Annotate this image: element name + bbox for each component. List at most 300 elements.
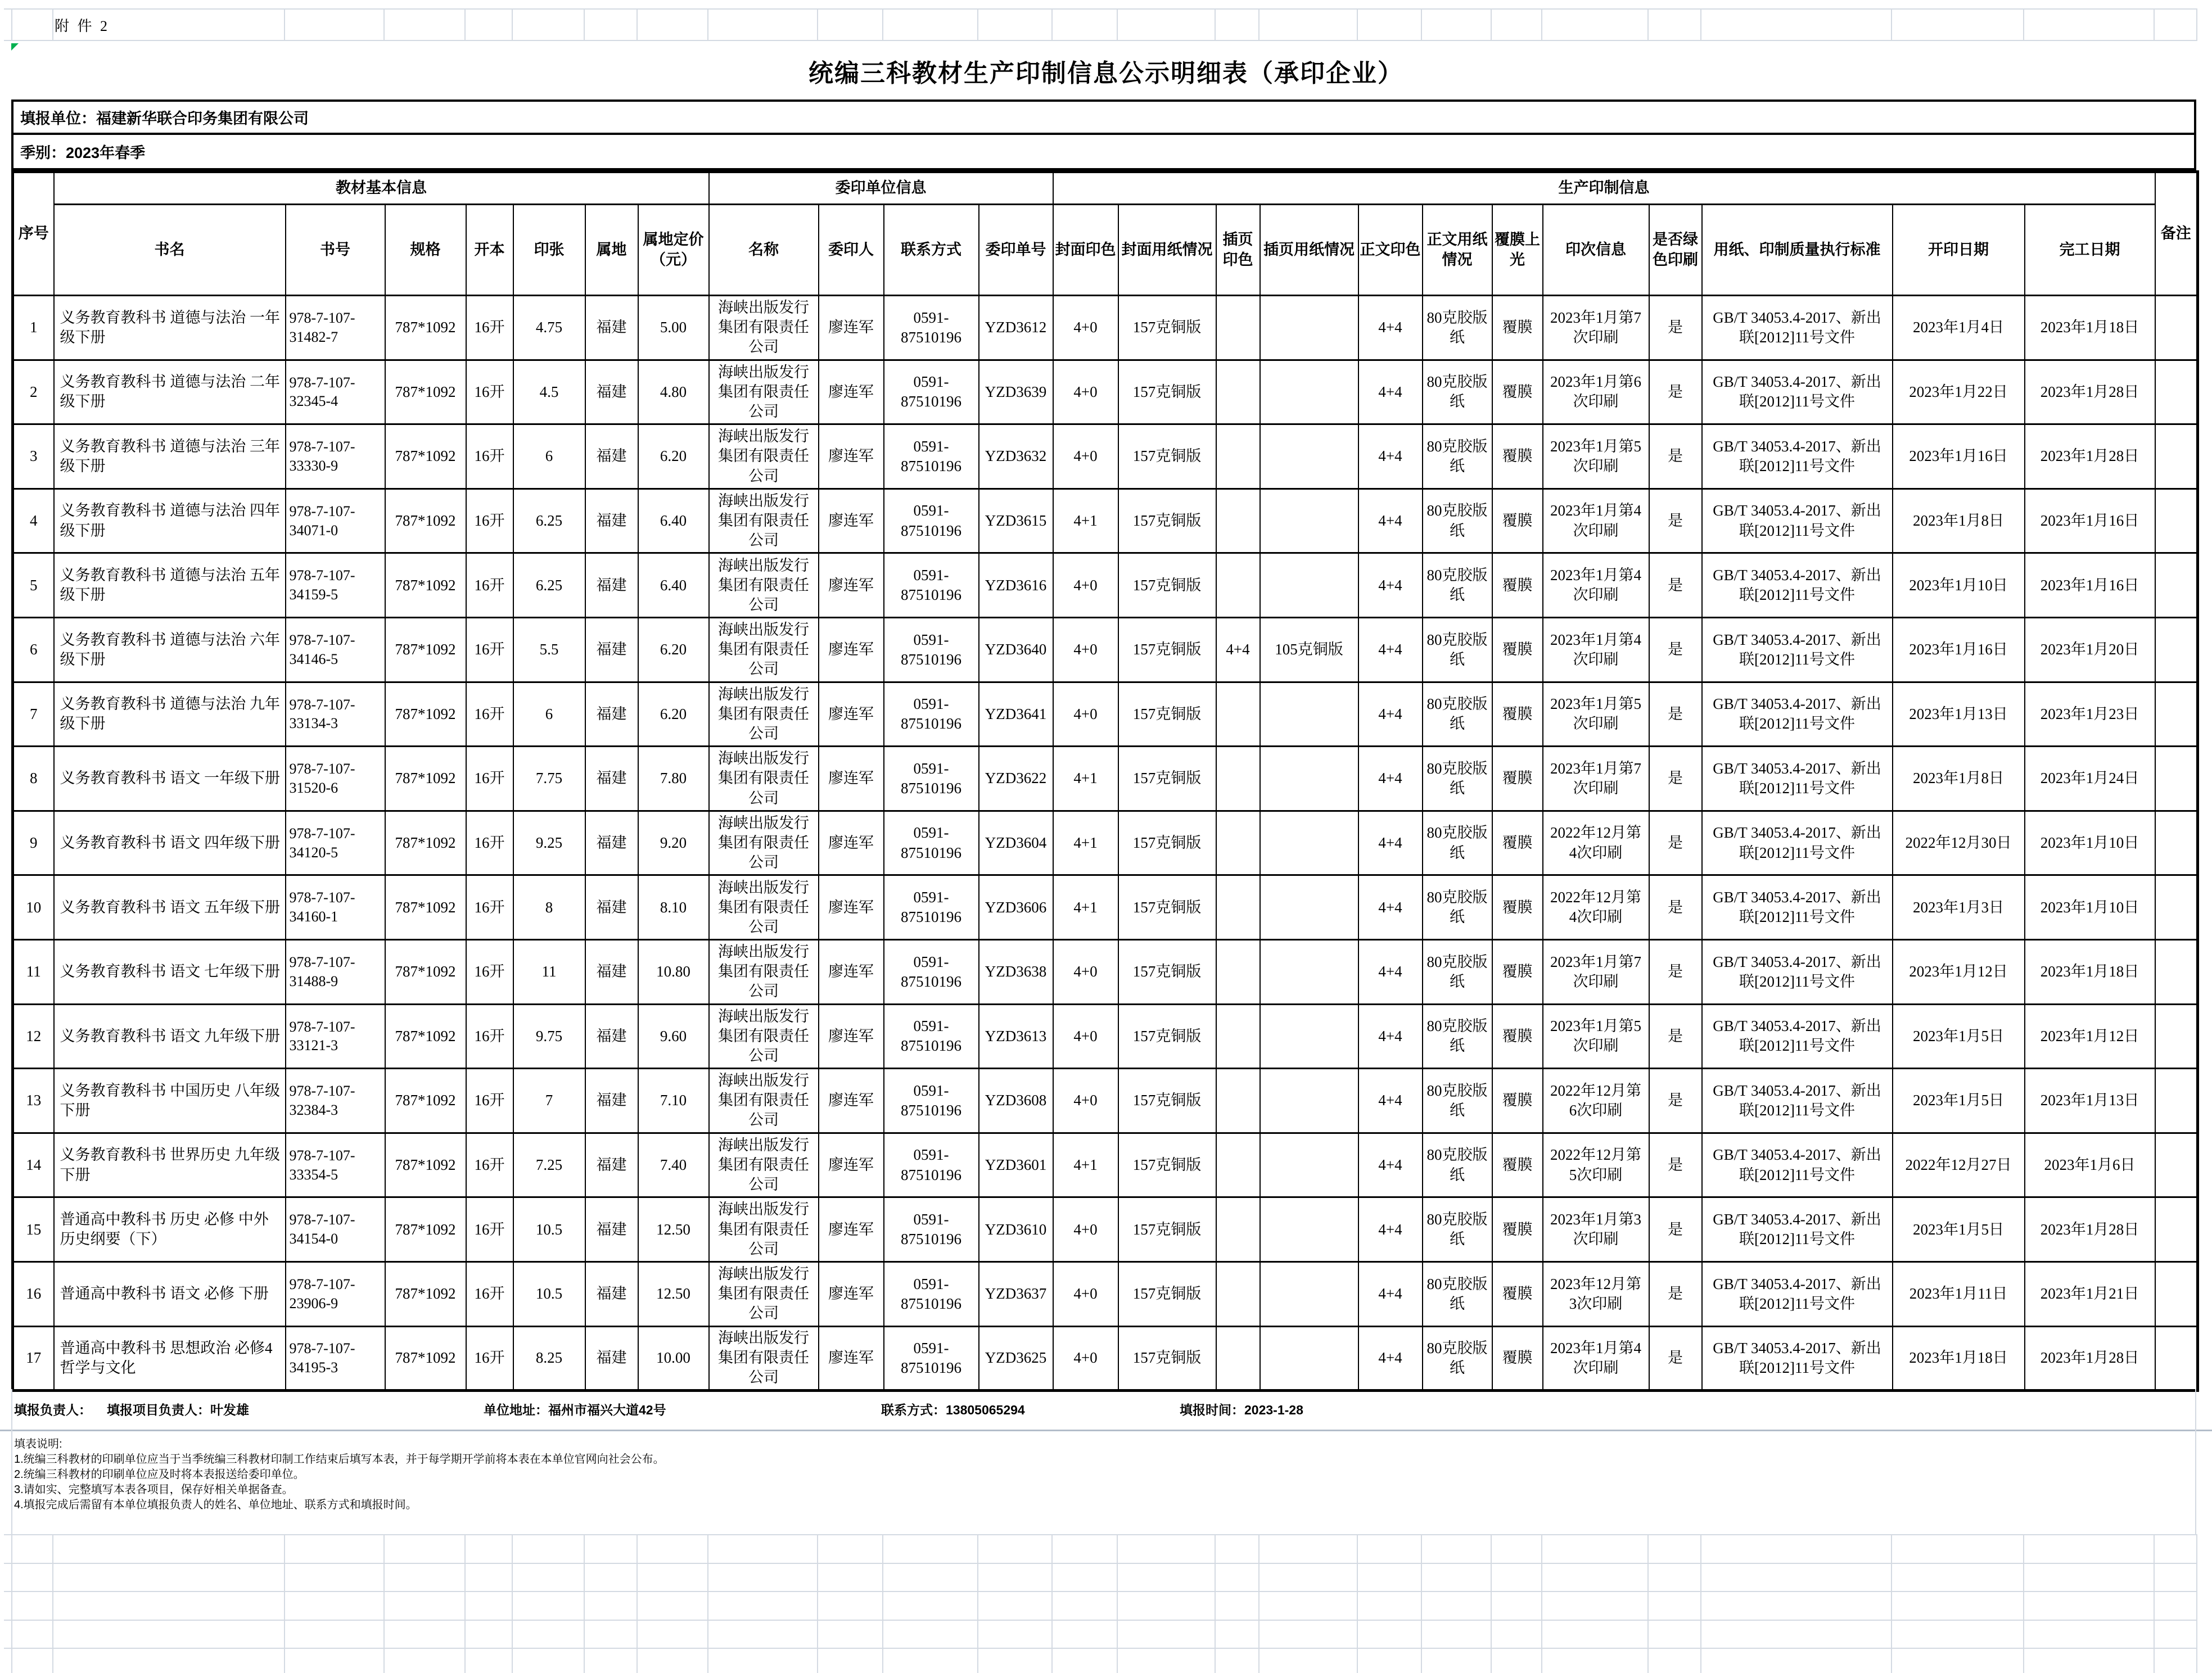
footer-project-leader: 填报项目负责人：叶发雄 — [107, 1403, 249, 1417]
cell-coating: 覆膜 — [1492, 1004, 1543, 1069]
header-body-color: 正文印色 — [1358, 205, 1423, 296]
cell-impression: 2022年12月第4次印刷 — [1543, 811, 1649, 875]
cell-start-date: 2023年1月8日 — [1893, 747, 2025, 811]
cell-cover-color: 4+1 — [1053, 489, 1118, 553]
cell-client-phone: 0591-87510196 — [884, 811, 979, 875]
cell-standard: GB/T 34053.4-2017、新出联[2012]11号文件 — [1702, 1197, 1893, 1262]
cell-finish-date: 2023年1月13日 — [2025, 1069, 2155, 1133]
cell-book-no: 978-7-107-31520-6 — [286, 747, 385, 811]
cell-body-color: 4+4 — [1358, 747, 1423, 811]
cell-format: 16开 — [466, 1004, 513, 1069]
cell-finish-date: 2023年1月18日 — [2025, 939, 2155, 1004]
cell-client-name: 海峡出版发行集团有限责任公司 — [709, 811, 819, 875]
cell-client-phone: 0591-87510196 — [884, 1261, 979, 1326]
cell-client-name: 海峡出版发行集团有限责任公司 — [709, 1133, 819, 1197]
cell-impression: 2023年12月第3次印刷 — [1543, 1261, 1649, 1326]
cell-body-color: 4+4 — [1358, 682, 1423, 747]
cell-standard: GB/T 34053.4-2017、新出联[2012]11号文件 — [1702, 489, 1893, 553]
cell-finish-date: 2023年1月28日 — [2025, 424, 2155, 489]
cell-body-paper: 80克胶版纸 — [1423, 747, 1492, 811]
cell-cover-paper: 157克铜版 — [1118, 811, 1216, 875]
cell-seq: 15 — [13, 1197, 54, 1262]
cell-body-color: 4+4 — [1358, 811, 1423, 875]
cell-remark — [2155, 360, 2198, 424]
header-client-agent: 委印人 — [819, 205, 884, 296]
cell-client-name: 海峡出版发行集团有限责任公司 — [709, 875, 819, 940]
cell-format: 16开 — [466, 617, 513, 682]
cell-finish-date: 2023年1月20日 — [2025, 617, 2155, 682]
cell-remark — [2155, 617, 2198, 682]
cell-cover-paper: 157克铜版 — [1118, 617, 1216, 682]
cell-format: 16开 — [466, 811, 513, 875]
cell-region: 福建 — [585, 296, 638, 360]
cell-standard: GB/T 34053.4-2017、新出联[2012]11号文件 — [1702, 811, 1893, 875]
cell-start-date: 2023年1月16日 — [1893, 617, 2025, 682]
cell-book-no: 978-7-107-33330-9 — [286, 424, 385, 489]
cell-start-date: 2022年12月30日 — [1893, 811, 2025, 875]
cell-client-name: 海峡出版发行集团有限责任公司 — [709, 1069, 819, 1133]
cell-impression: 2022年12月第6次印刷 — [1543, 1069, 1649, 1133]
cell-book-title: 义务教育教科书 道德与法治 五年级下册 — [54, 553, 286, 618]
header-book-no: 书号 — [286, 205, 385, 296]
cell-seq: 5 — [13, 553, 54, 618]
cell-client-agent: 廖连军 — [819, 682, 884, 747]
cell-green: 是 — [1649, 1326, 1702, 1391]
table-row — [13, 1261, 2198, 1326]
cell-client-name: 海峡出版发行集团有限责任公司 — [709, 1004, 819, 1069]
cell-cover-color: 4+0 — [1053, 296, 1118, 360]
cell-book-no: 978-7-107-34120-5 — [286, 811, 385, 875]
header-price: 属地定价（元） — [638, 205, 709, 296]
cell-client-agent: 廖连军 — [819, 489, 884, 553]
cell-start-date: 2023年1月11日 — [1893, 1261, 2025, 1326]
cell-cover-paper: 157克铜版 — [1118, 1197, 1216, 1262]
cell-standard: GB/T 34053.4-2017、新出联[2012]11号文件 — [1702, 360, 1893, 424]
cell-format: 16开 — [466, 1261, 513, 1326]
cell-price: 4.80 — [638, 360, 709, 424]
cell-client-name: 海峡出版发行集团有限责任公司 — [709, 682, 819, 747]
cell-price: 12.50 — [638, 1197, 709, 1262]
cell-book-title: 义务教育教科书 道德与法治 一年级下册 — [54, 296, 286, 360]
cell-coating: 覆膜 — [1492, 1326, 1543, 1391]
cell-spec: 787*1092 — [385, 296, 466, 360]
footer-report-time: 填报时间：2023-1-28 — [1180, 1403, 1303, 1417]
cell-book-no: 978-7-107-23906-9 — [286, 1261, 385, 1326]
cell-book-no: 978-7-107-33354-5 — [286, 1133, 385, 1197]
cell-start-date: 2023年1月5日 — [1893, 1069, 2025, 1133]
cell-cover-paper: 157克铜版 — [1118, 875, 1216, 940]
cell-order-no: YZD3632 — [979, 424, 1053, 489]
cell-format: 16开 — [466, 1133, 513, 1197]
header-client-phone: 联系方式 — [884, 205, 979, 296]
header-cover-color: 封面印色 — [1053, 205, 1118, 296]
cell-order-no: YZD3612 — [979, 296, 1053, 360]
cell-cover-color: 4+0 — [1053, 1261, 1118, 1326]
cell-remark — [2155, 747, 2198, 811]
cell-book-no: 978-7-107-34146-5 — [286, 617, 385, 682]
cell-cover-color: 4+0 — [1053, 424, 1118, 489]
cell-coating: 覆膜 — [1492, 811, 1543, 875]
cell-remark — [2155, 1326, 2198, 1391]
cell-order-no: YZD3608 — [979, 1069, 1053, 1133]
cell-price: 10.00 — [638, 1326, 709, 1391]
cell-client-name: 海峡出版发行集团有限责任公司 — [709, 489, 819, 553]
cell-body-color: 4+4 — [1358, 489, 1423, 553]
cell-order-no: YZD3638 — [979, 939, 1053, 1004]
table-row — [13, 296, 2198, 360]
cell-finish-date: 2023年1月12日 — [2025, 1004, 2155, 1069]
cell-finish-date: 2023年1月10日 — [2025, 811, 2155, 875]
cell-coating: 覆膜 — [1492, 360, 1543, 424]
cell-book-no: 978-7-107-31482-7 — [286, 296, 385, 360]
cell-green: 是 — [1649, 1069, 1702, 1133]
cell-body-paper: 80克胶版纸 — [1423, 811, 1492, 875]
table-row — [13, 553, 2198, 618]
reporting-unit-label: 填报单位：福建新华联合印务集团有限公司 — [20, 110, 309, 127]
cell-book-title: 义务教育教科书 中国历史 八年级下册 — [54, 1069, 286, 1133]
cell-price: 6.20 — [638, 424, 709, 489]
cell-body-paper: 80克胶版纸 — [1423, 875, 1492, 940]
cell-spec: 787*1092 — [385, 1197, 466, 1262]
cell-client-agent: 廖连军 — [819, 1261, 884, 1326]
cell-coating: 覆膜 — [1492, 1133, 1543, 1197]
cell-impression: 2023年1月第7次印刷 — [1543, 939, 1649, 1004]
cell-cover-color: 4+1 — [1053, 747, 1118, 811]
cell-sheets: 6 — [513, 424, 585, 489]
cell-cover-color: 4+0 — [1053, 1004, 1118, 1069]
cell-impression: 2022年12月第4次印刷 — [1543, 875, 1649, 940]
cell-seq: 10 — [13, 875, 54, 940]
cell-finish-date: 2023年1月6日 — [2025, 1133, 2155, 1197]
cell-price: 10.80 — [638, 939, 709, 1004]
cell-cover-paper: 157克铜版 — [1118, 939, 1216, 1004]
cell-spec: 787*1092 — [385, 1326, 466, 1391]
cell-sheets: 7.75 — [513, 747, 585, 811]
cell-client-name: 海峡出版发行集团有限责任公司 — [709, 1197, 819, 1262]
header-group-commission: 委印单位信息 — [709, 172, 1053, 205]
cell-spec: 787*1092 — [385, 1004, 466, 1069]
cell-format: 16开 — [466, 424, 513, 489]
cell-region: 福建 — [585, 1069, 638, 1133]
cell-coating: 覆膜 — [1492, 553, 1543, 618]
cell-impression: 2023年1月第4次印刷 — [1543, 553, 1649, 618]
cell-sheets: 6.25 — [513, 489, 585, 553]
cell-spec: 787*1092 — [385, 360, 466, 424]
cell-insert-paper — [1260, 1197, 1358, 1262]
header-impression: 印次信息 — [1543, 205, 1649, 296]
sheet-grid-edge — [11, 1389, 12, 1534]
header-format: 开本 — [466, 205, 513, 296]
footer-divider — [0, 1430, 2212, 1431]
cell-book-no: 978-7-107-34071-0 — [286, 489, 385, 553]
page-title: 统编三科教材生产印制信息公示明细表（承印企业） — [809, 60, 1403, 87]
cell-client-agent: 廖连军 — [819, 1004, 884, 1069]
cell-insert-paper — [1260, 747, 1358, 811]
header-region: 属地 — [585, 205, 638, 296]
cell-start-date: 2023年1月8日 — [1893, 489, 2025, 553]
cell-order-no: YZD3606 — [979, 875, 1053, 940]
cell-green: 是 — [1649, 811, 1702, 875]
cell-price: 6.40 — [638, 553, 709, 618]
cell-insert-paper — [1260, 553, 1358, 618]
notes-title: 填表说明: — [14, 1438, 62, 1450]
cell-client-phone: 0591-87510196 — [884, 1069, 979, 1133]
cell-format: 16开 — [466, 1326, 513, 1391]
cell-body-color: 4+4 — [1358, 360, 1423, 424]
cell-seq: 4 — [13, 489, 54, 553]
cell-remark — [2155, 489, 2198, 553]
cell-client-agent: 廖连军 — [819, 1133, 884, 1197]
cell-body-color: 4+4 — [1358, 1326, 1423, 1391]
cell-remark — [2155, 296, 2198, 360]
cell-insert-color — [1216, 489, 1260, 553]
cell-green: 是 — [1649, 296, 1702, 360]
cell-client-name: 海峡出版发行集团有限责任公司 — [709, 939, 819, 1004]
cell-green: 是 — [1649, 1004, 1702, 1069]
sheet-grid-top — [0, 8, 2212, 41]
cell-standard: GB/T 34053.4-2017、新出联[2012]11号文件 — [1702, 1326, 1893, 1391]
cell-sheets: 7.25 — [513, 1133, 585, 1197]
cell-finish-date: 2023年1月16日 — [2025, 553, 2155, 618]
cell-book-title: 义务教育教科书 语文 四年级下册 — [54, 811, 286, 875]
cell-remark — [2155, 875, 2198, 940]
cell-sheets: 11 — [513, 939, 585, 1004]
cell-order-no: YZD3641 — [979, 682, 1053, 747]
cell-impression: 2022年12月第5次印刷 — [1543, 1133, 1649, 1197]
cell-insert-paper — [1260, 1004, 1358, 1069]
cell-cover-color: 4+1 — [1053, 875, 1118, 940]
cell-body-color: 4+4 — [1358, 424, 1423, 489]
cell-green: 是 — [1649, 1133, 1702, 1197]
cell-client-agent: 廖连军 — [819, 1197, 884, 1262]
cell-impression: 2023年1月第7次印刷 — [1543, 747, 1649, 811]
cell-impression: 2023年1月第5次印刷 — [1543, 1004, 1649, 1069]
cell-order-no: YZD3622 — [979, 747, 1053, 811]
cell-impression: 2023年1月第4次印刷 — [1543, 617, 1649, 682]
table-row — [13, 875, 2198, 940]
cell-book-no: 978-7-107-33121-3 — [286, 1004, 385, 1069]
cell-client-name: 海峡出版发行集团有限责任公司 — [709, 747, 819, 811]
cell-insert-color — [1216, 553, 1260, 618]
cell-finish-date: 2023年1月28日 — [2025, 1197, 2155, 1262]
cell-format: 16开 — [466, 747, 513, 811]
cell-spec: 787*1092 — [385, 617, 466, 682]
cell-client-agent: 廖连军 — [819, 360, 884, 424]
header-finish-date: 完工日期 — [2025, 205, 2155, 296]
cell-finish-date: 2023年1月21日 — [2025, 1261, 2155, 1326]
cell-cover-paper: 157克铜版 — [1118, 1069, 1216, 1133]
cell-green: 是 — [1649, 875, 1702, 940]
cell-remark — [2155, 424, 2198, 489]
cell-impression: 2023年1月第4次印刷 — [1543, 1326, 1649, 1391]
cell-coating: 覆膜 — [1492, 939, 1543, 1004]
cell-standard: GB/T 34053.4-2017、新出联[2012]11号文件 — [1702, 424, 1893, 489]
cell-spec: 787*1092 — [385, 553, 466, 618]
table-row — [13, 1197, 2198, 1262]
cell-cover-paper: 157克铜版 — [1118, 1004, 1216, 1069]
cell-region: 福建 — [585, 489, 638, 553]
cell-region: 福建 — [585, 424, 638, 489]
cell-seq: 1 — [13, 296, 54, 360]
cell-remark — [2155, 811, 2198, 875]
cell-green: 是 — [1649, 489, 1702, 553]
cell-price: 9.20 — [638, 811, 709, 875]
header-order-no: 委印单号 — [979, 205, 1053, 296]
season-box — [11, 135, 2196, 170]
cell-client-agent: 廖连军 — [819, 553, 884, 618]
cell-green: 是 — [1649, 553, 1702, 618]
cell-body-color: 4+4 — [1358, 1197, 1423, 1262]
cell-insert-color — [1216, 1069, 1260, 1133]
cell-coating: 覆膜 — [1492, 296, 1543, 360]
cell-spec: 787*1092 — [385, 682, 466, 747]
cell-coating: 覆膜 — [1492, 747, 1543, 811]
cell-green: 是 — [1649, 1261, 1702, 1326]
cell-format: 16开 — [466, 875, 513, 940]
cell-start-date: 2023年1月5日 — [1893, 1197, 2025, 1262]
cell-coating: 覆膜 — [1492, 617, 1543, 682]
cell-book-title: 义务教育教科书 道德与法治 四年级下册 — [54, 489, 286, 553]
cell-insert-color — [1216, 1004, 1260, 1069]
cell-body-color: 4+4 — [1358, 553, 1423, 618]
cell-cover-color: 4+0 — [1053, 1197, 1118, 1262]
cell-remark — [2155, 1261, 2198, 1326]
table-row — [13, 424, 2198, 489]
cell-insert-color — [1216, 939, 1260, 1004]
cell-region: 福建 — [585, 875, 638, 940]
footer-filler: 填报负责人： — [14, 1403, 92, 1417]
cell-insert-color — [1216, 811, 1260, 875]
header-cover-paper: 封面用纸情况 — [1118, 205, 1216, 296]
table-row — [13, 360, 2198, 424]
cell-region: 福建 — [585, 1261, 638, 1326]
cell-sheets: 6 — [513, 682, 585, 747]
note-item: 4.填报完成后需留有本单位填报负责人的姓名、单位地址、联系方式和填报时间。 — [14, 1499, 417, 1511]
note-item: 3.请如实、完整填写本表各项目，保存好相关单据备查。 — [14, 1484, 294, 1496]
cell-spec: 787*1092 — [385, 489, 466, 553]
cell-insert-paper — [1260, 360, 1358, 424]
cell-standard: GB/T 34053.4-2017、新出联[2012]11号文件 — [1702, 1133, 1893, 1197]
cell-coating: 覆膜 — [1492, 1261, 1543, 1326]
cell-body-color: 4+4 — [1358, 296, 1423, 360]
cell-body-color: 4+4 — [1358, 1133, 1423, 1197]
cell-green: 是 — [1649, 360, 1702, 424]
cell-book-no: 978-7-107-34154-0 — [286, 1197, 385, 1262]
cell-format: 16开 — [466, 489, 513, 553]
cell-body-paper: 80克胶版纸 — [1423, 617, 1492, 682]
cell-body-paper: 80克胶版纸 — [1423, 1326, 1492, 1391]
cell-order-no: YZD3604 — [979, 811, 1053, 875]
cell-price: 6.40 — [638, 489, 709, 553]
cell-order-no: YZD3616 — [979, 553, 1053, 618]
cell-insert-color — [1216, 1197, 1260, 1262]
header-seq: 序号 — [13, 172, 54, 296]
cell-spec: 787*1092 — [385, 1069, 466, 1133]
cell-insert-color — [1216, 875, 1260, 940]
cell-price: 5.00 — [638, 296, 709, 360]
cell-insert-paper — [1260, 296, 1358, 360]
table-row — [13, 939, 2198, 1004]
cell-seq: 16 — [13, 1261, 54, 1326]
cell-cover-paper: 157克铜版 — [1118, 360, 1216, 424]
cell-cover-color: 4+0 — [1053, 682, 1118, 747]
cell-standard: GB/T 34053.4-2017、新出联[2012]11号文件 — [1702, 296, 1893, 360]
cell-cover-paper: 157克铜版 — [1118, 1133, 1216, 1197]
cell-book-no: 978-7-107-33134-3 — [286, 682, 385, 747]
table-row — [13, 682, 2198, 747]
note-item: 2.统编三科教材的印刷单位应及时将本表报送给委印单位。 — [14, 1468, 305, 1481]
cell-insert-color: 4+4 — [1216, 617, 1260, 682]
cell-price: 7.40 — [638, 1133, 709, 1197]
cell-body-paper: 80克胶版纸 — [1423, 1197, 1492, 1262]
cell-body-paper: 80克胶版纸 — [1423, 1133, 1492, 1197]
cell-insert-paper: 105克铜版 — [1260, 617, 1358, 682]
cell-sheets: 10.5 — [513, 1261, 585, 1326]
cell-start-date: 2023年1月18日 — [1893, 1326, 2025, 1391]
cell-book-title: 义务教育教科书 语文 七年级下册 — [54, 939, 286, 1004]
cell-impression: 2023年1月第5次印刷 — [1543, 682, 1649, 747]
cell-start-date: 2023年1月13日 — [1893, 682, 2025, 747]
cell-insert-color — [1216, 1326, 1260, 1391]
cell-spec: 787*1092 — [385, 747, 466, 811]
cell-start-date: 2023年1月16日 — [1893, 424, 2025, 489]
cell-standard: GB/T 34053.4-2017、新出联[2012]11号文件 — [1702, 1261, 1893, 1326]
cell-client-phone: 0591-87510196 — [884, 747, 979, 811]
cell-standard: GB/T 34053.4-2017、新出联[2012]11号文件 — [1702, 682, 1893, 747]
cell-book-no: 978-7-107-34195-3 — [286, 1326, 385, 1391]
cell-sheets: 4.5 — [513, 360, 585, 424]
cell-finish-date: 2023年1月24日 — [2025, 747, 2155, 811]
cell-region: 福建 — [585, 1133, 638, 1197]
cell-insert-paper — [1260, 1069, 1358, 1133]
cell-client-phone: 0591-87510196 — [884, 682, 979, 747]
cell-body-color: 4+4 — [1358, 939, 1423, 1004]
cell-green: 是 — [1649, 1197, 1702, 1262]
cell-order-no: YZD3637 — [979, 1261, 1053, 1326]
cell-coating: 覆膜 — [1492, 682, 1543, 747]
cell-flag-marker-icon — [11, 43, 19, 51]
cell-cover-paper: 157克铜版 — [1118, 682, 1216, 747]
cell-finish-date: 2023年1月16日 — [2025, 489, 2155, 553]
cell-insert-color — [1216, 1133, 1260, 1197]
cell-format: 16开 — [466, 360, 513, 424]
cell-sheets: 8.25 — [513, 1326, 585, 1391]
cell-body-paper: 80克胶版纸 — [1423, 489, 1492, 553]
cell-start-date: 2023年1月10日 — [1893, 553, 2025, 618]
cell-client-agent: 廖连军 — [819, 1069, 884, 1133]
cell-coating: 覆膜 — [1492, 489, 1543, 553]
cell-insert-paper — [1260, 424, 1358, 489]
attachment-label: 附 件 2 — [55, 18, 110, 34]
cell-sheets: 9.25 — [513, 811, 585, 875]
cell-insert-paper — [1260, 811, 1358, 875]
cell-insert-color — [1216, 1261, 1260, 1326]
cell-body-color: 4+4 — [1358, 1069, 1423, 1133]
cell-standard: GB/T 34053.4-2017、新出联[2012]11号文件 — [1702, 747, 1893, 811]
header-green: 是否绿色印刷 — [1649, 205, 1702, 296]
cell-book-title: 义务教育教科书 道德与法治 六年级下册 — [54, 617, 286, 682]
cell-sheets: 7 — [513, 1069, 585, 1133]
cell-sheets: 10.5 — [513, 1197, 585, 1262]
cell-spec: 787*1092 — [385, 875, 466, 940]
cell-body-paper: 80克胶版纸 — [1423, 553, 1492, 618]
cell-client-agent: 廖连军 — [819, 747, 884, 811]
cell-client-phone: 0591-87510196 — [884, 360, 979, 424]
header-start-date: 开印日期 — [1893, 205, 2025, 296]
cell-start-date: 2023年1月22日 — [1893, 360, 2025, 424]
cell-insert-paper — [1260, 875, 1358, 940]
cell-coating: 覆膜 — [1492, 875, 1543, 940]
